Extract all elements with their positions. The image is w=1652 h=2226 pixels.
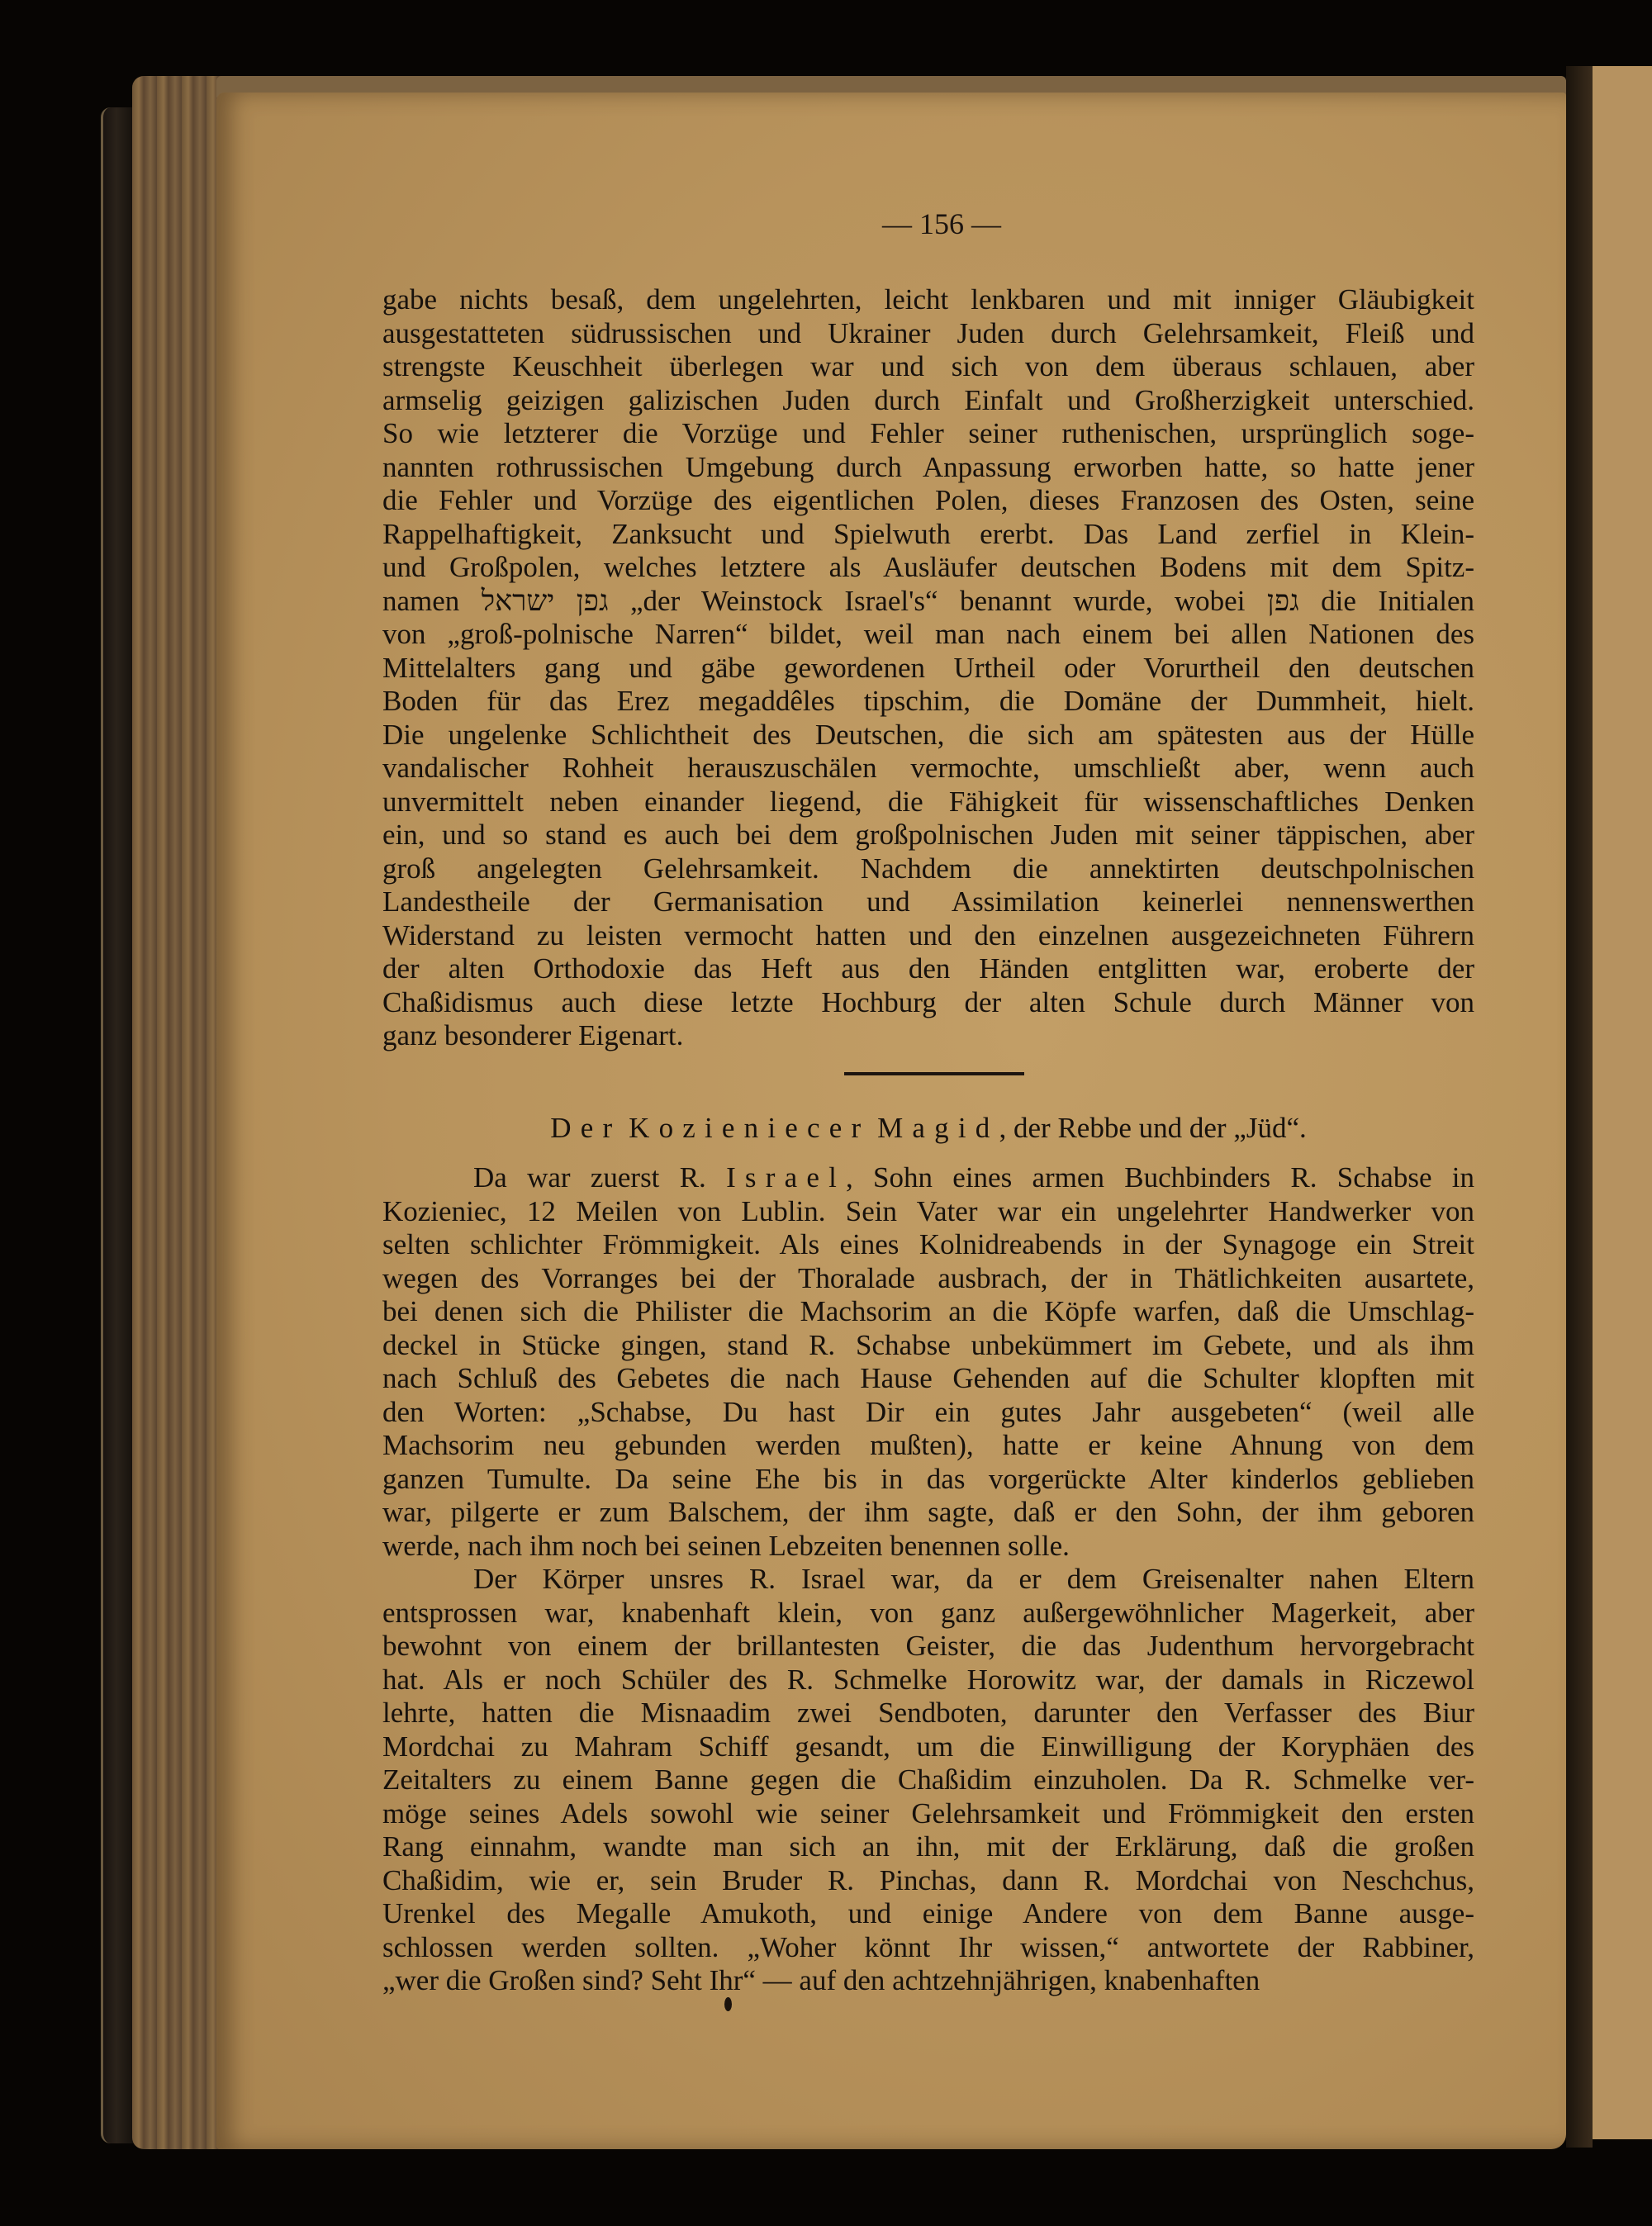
text-line: Urenkel des Megalle Amukoth, und einige Andere von dem Banne ausge- [382, 1897, 1474, 1929]
heading-rest: , der Rebbe und der „Jüd“. [999, 1112, 1307, 1144]
section-heading [382, 1112, 1474, 1145]
section-divider [844, 1072, 1024, 1075]
text-line: bei denen sich die Philister die Machsorim an die Köpfe warfen, daß die Umschlag- [382, 1295, 1474, 1327]
text-line: „wer die Großen sind? Seht Ihr“ — auf den achtzehnjährigen, knabenhaften [382, 1964, 1260, 1996]
text-line: bewohnt von einem der brillantesten Geister, die das Judenthum hervorgebracht [382, 1630, 1474, 1662]
text-line: Mordchai zu Mahram Schiff gesandt, um die Einwilligung der Koryphäen des [382, 1730, 1474, 1763]
spaced-name: Israel [726, 1161, 847, 1194]
text-line: ausgestatteten südrussischen und Ukrainer Juden durch Gelehrsamkeit, Fleiß und [382, 316, 1474, 349]
text-line: armselig geizigen galizischen Juden durch Einfalt und Großherzigkeit unterschied. [382, 383, 1474, 416]
text-line: So wie letzterer die Vorzüge und Fehler seiner ruthenischen, ursprünglich soge- [382, 417, 1474, 449]
text-line: hat. Als er noch Schüler des R. Schmelke Horowitz war, der damals in Riczewol [382, 1663, 1474, 1696]
text-line: Kozieniec, 12 Meilen von Lublin. Sein Vater war ein ungelehrter Handwerker von [382, 1194, 1474, 1227]
text-line: lehrte, hatten die Misnaadim zwei Sendboten, darunter den Verfasser des Biur [382, 1697, 1474, 1729]
paragraph-3 [382, 1563, 1474, 1998]
text-line: nannten rothrussischen Umgebung durch Anpassung erworben hatte, so hatte jener [382, 450, 1474, 483]
text-line: den Worten: „Schabse, Du hast Dir ein gutes Jahr ausgebeten“ (weil alle [382, 1395, 1474, 1428]
heading-word: Kozieniecer [629, 1112, 871, 1144]
text-line: groß angelegten Gelehrsamkeit. Nachdem die annektirten deutschpolnischen [382, 852, 1474, 885]
text-segment: Da war zuerst R. [473, 1161, 727, 1194]
heading-word: Der [550, 1112, 622, 1144]
text-line: war, pilgerte er zum Balschem, der ihm sagte, daß er den Sohn, der ihm geboren [382, 1496, 1474, 1528]
text-line: von „groß-polnische Narren“ bildet, weil man nach einem bei allen Nationen des [382, 618, 1474, 650]
text-line: namen ⁧גפן ישראל⁩ „der Weinstock Israel's“ benannt wurde, wobei ⁧גפן⁩ die Initialen [382, 584, 1474, 617]
text-line: die Fehler und Vorzüge des eigentlichen Polen, dieses Franzosen des Osten, seine [382, 484, 1474, 516]
heading-word: Magid [877, 1112, 999, 1144]
text-line: Rang einnahm, wandte man sich an ihn, mit der Erklärung, daß die großen [382, 1830, 1474, 1863]
text-line: selten schlichter Frömmigkeit. Als eines Kolnidreabends in der Synagoge ein Streit [382, 1228, 1474, 1260]
text-line: Der Körper unsres R. Israel war, da er dem Greisenalter nahen Eltern [473, 1563, 1474, 1595]
text-line: möge seines Adels sowohl wie seiner Gelehrsamkeit und Frömmigkeit den ersten [382, 1796, 1474, 1830]
paragraph-1 [382, 283, 1474, 1053]
text-line: entsprossen war, knabenhaft klein, von ganz außergewöhnlicher Magerkeit, aber [382, 1596, 1474, 1629]
text-line: nach Schluß des Gebetes die nach Hause Gehenden auf die Schulter klopften mit [382, 1362, 1474, 1394]
text-segment: , Sohn eines armen Buchbinders R. Schabse in [846, 1161, 1474, 1194]
text-line: Boden für das Erez megaddêles tipschim, die Domäne der Dummheit, hielt. [382, 685, 1474, 717]
text-line: unvermittelt neben einander liegend, die Fähigkeit für wissenschaftliches Denken [382, 785, 1474, 818]
text-line: Mittelalters gang und gäbe gewordenen Urtheil oder Vorurtheil den deutschen [382, 651, 1474, 684]
text-line: schlossen werden sollten. „Woher könnt Ihr wissen,“ antwortete der Rabbiner, [382, 1930, 1474, 1963]
text-line: Chaßidim, wie er, sein Bruder R. Pinchas, dann R. Mordchai von Neschchus, [382, 1863, 1474, 1896]
text-line: Chaßidismus auch diese letzte Hochburg der alten Schule durch Männer von [382, 985, 1474, 1018]
book-cover-edge [101, 107, 136, 2143]
ink-spot [724, 1997, 732, 2011]
book-gutter [1566, 66, 1593, 2148]
text-line: Widerstand zu leisten vermocht hatten und den einzelnen ausgezeichneten Führern [382, 918, 1474, 952]
facing-page-edge [1593, 66, 1652, 2139]
page-number: — 156 — [882, 207, 1001, 240]
text-line: werde, nach ihm noch bei seinen Lebzeiten benennen solle. [382, 1529, 1070, 1562]
text-line: ein, und so stand es auch bei dem großpolnischen Juden mit seiner täppischen, aber [382, 819, 1474, 851]
text-line: wegen des Vorranges bei der Thoralade ausbrach, der in Thätlichkeiten ausartete, [382, 1261, 1474, 1294]
text-line: der alten Orthodoxie das Heft aus den Händen entglitten war, eroberte der [382, 952, 1474, 985]
text-line: Machsorim neu gebunden werden mußten), hatte er keine Ahnung von dem [382, 1429, 1474, 1461]
text-line: gabe nichts besaß, dem ungelehrten, leicht lenkbaren und mit inniger Gläubigkeit [382, 283, 1474, 316]
paragraph-2 [382, 1161, 1474, 1563]
text-line: deckel in Stücke gingen, stand R. Schabse unbekümmert im Gebete, und als ihm [382, 1328, 1474, 1361]
text-line: Rappelhaftigkeit, Zanksucht und Spielwuth ererbt. Das Land zerfiel in Klein- [382, 517, 1474, 550]
text-line: vandalischer Rohheit herauszuschälen vermochte, umschließt aber, wenn auch [382, 752, 1474, 784]
text-line: Zeitalters zu einem Banne gegen die Chaßidim einzuholen. Da R. Schmelke ver- [382, 1763, 1474, 1796]
text-line: Landestheile der Germanisation und Assimilation keinerlei nennenswerthen [382, 885, 1474, 918]
text-line [382, 1161, 1474, 1195]
text-line: strengste Keuschheit überlegen war und sich von dem überaus schlauen, aber [382, 350, 1474, 382]
text-line: und Großpolen, welches letztere als Ausläufer deutschen Bodens mit dem Spitz- [382, 551, 1474, 583]
text-line: Die ungelenke Schlichtheit des Deutschen, die sich am spätesten aus der Hülle [382, 718, 1474, 751]
text-line: ganzen Tumulte. Da seine Ehe bis in das vorgerückte Alter kinderlos geblieben [382, 1462, 1474, 1495]
text-line: ganz besonderer Eigenart. [382, 1019, 684, 1051]
